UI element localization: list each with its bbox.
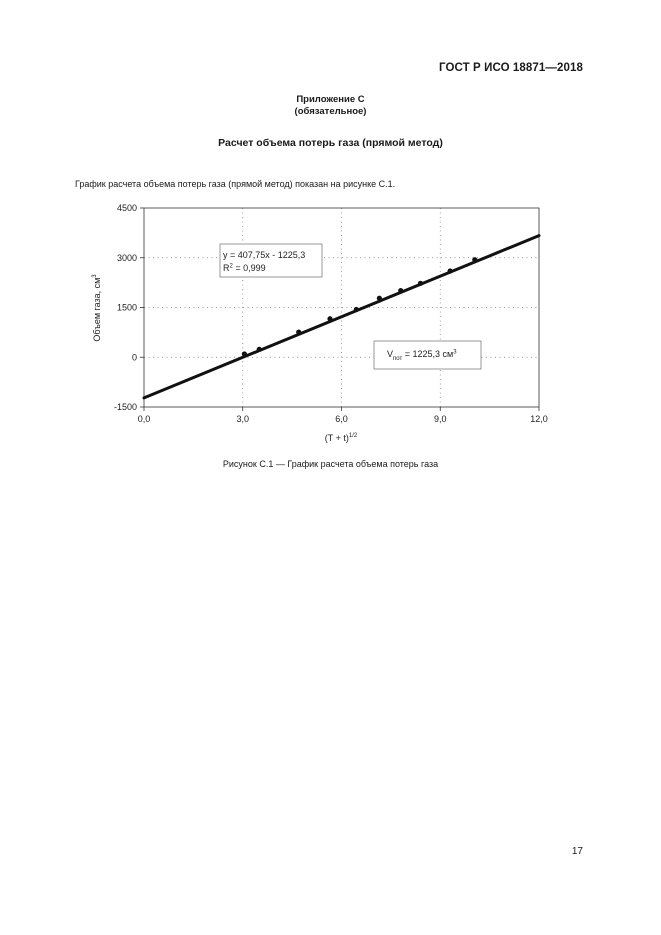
data-point	[377, 296, 382, 301]
gas-volume-chart	[80, 198, 560, 448]
y-tick-label: 1500	[116, 302, 137, 313]
x-tick-label: 0,0	[137, 414, 151, 424]
standard-header: ГОСТ Р ИСО 18871—2018	[438, 62, 583, 74]
y-tick-labels	[114, 203, 137, 412]
x-tick-label: 9,0	[433, 414, 447, 424]
section-title: Расчет объема потерь газа (прямой метод)	[218, 137, 443, 149]
intro-paragraph: График расчета объема потерь газа (прямой метод) показан на рисунке С.1.	[75, 179, 396, 189]
y-axis-label-main: Объем газа, см	[92, 277, 102, 342]
data-point	[354, 307, 359, 312]
y-tick-label: 4500	[116, 203, 137, 213]
page-number: 17	[571, 846, 583, 857]
chart-canvas	[80, 198, 560, 448]
r2-superscript: 2	[229, 263, 233, 270]
r2-value: = 0,999	[232, 263, 266, 273]
volume-value: = 1225,3 см	[402, 349, 454, 359]
data-point	[296, 329, 301, 334]
equation-box	[220, 244, 322, 277]
data-point	[257, 347, 262, 352]
x-tick-label: 12,0	[530, 414, 548, 424]
data-point	[398, 288, 403, 293]
data-point	[472, 257, 477, 262]
x-axis-label	[325, 433, 358, 443]
figure-caption: Рисунок С.1 — График расчета объема потерь газа	[222, 459, 439, 469]
data-point	[418, 281, 423, 286]
x-tick-label: 3,0	[236, 414, 250, 424]
x-axis-label-sup: 1/2	[348, 433, 358, 439]
axis-ticks	[140, 208, 539, 411]
y-tick-label: 3000	[116, 252, 137, 263]
volume-subscript: пот	[393, 356, 403, 362]
y-axis-label	[92, 274, 102, 342]
r2-label: R	[223, 263, 230, 273]
annex-status: (обязательное)	[294, 106, 367, 117]
data-point	[448, 268, 453, 273]
r2-text	[223, 263, 266, 273]
y-tick-label: -1500	[113, 402, 137, 412]
volume-label: V	[387, 349, 394, 359]
x-axis-label-main: (T + t)	[324, 433, 349, 443]
chart-grid	[144, 208, 539, 407]
equation-text: y = 407,75x - 1225,3	[223, 250, 306, 260]
data-point	[242, 351, 247, 356]
data-point	[327, 316, 332, 321]
x-tick-labels	[138, 414, 548, 424]
annex-title: Приложение С	[296, 94, 365, 105]
x-tick-label: 6,0	[335, 414, 348, 424]
annex-heading	[0, 94, 661, 118]
y-axis-label-sup: 3	[92, 274, 98, 278]
trendline	[144, 236, 539, 398]
y-tick-label: 0	[131, 352, 137, 363]
volume-superscript: 3	[453, 349, 457, 356]
volume-box	[374, 341, 481, 369]
